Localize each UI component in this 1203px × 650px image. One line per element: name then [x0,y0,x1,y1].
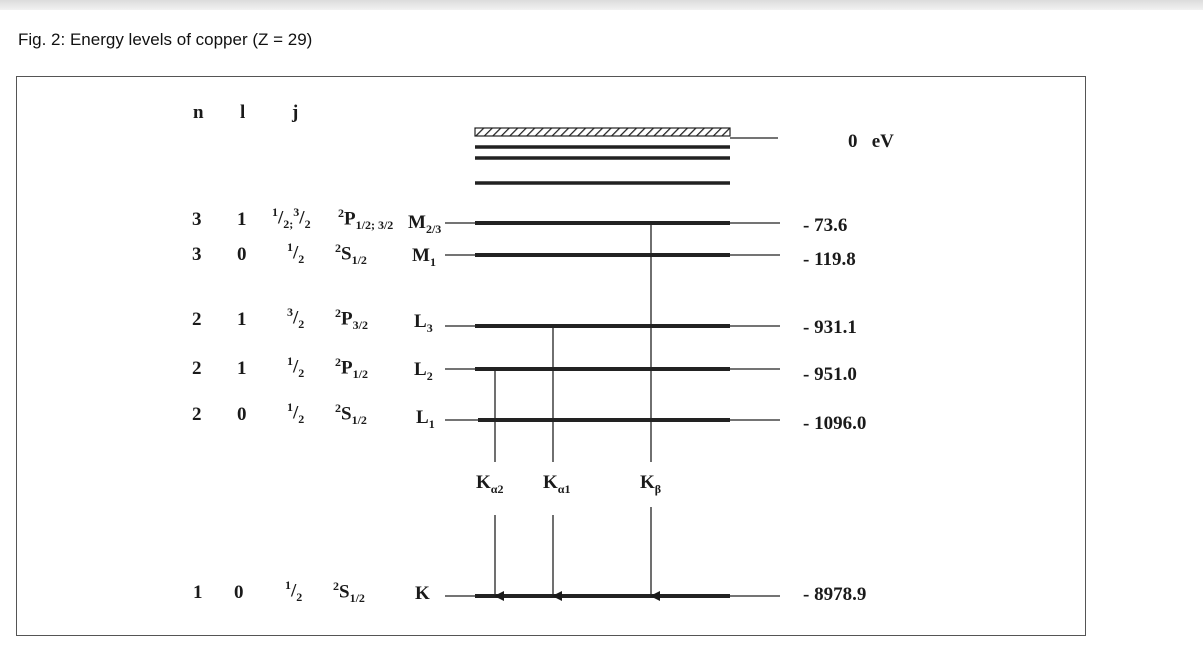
term-j: 1/2 [351,253,367,268]
header-l: l [240,102,246,123]
zero-energy-label [848,132,894,151]
shell-sub: 1 [429,254,436,269]
energy-value: - 119.8 [803,249,856,270]
j-denominator: 2 [296,590,303,605]
quantum-n: 2 [192,309,202,330]
term-symbol [338,207,393,231]
transition-sub: α2 [490,481,504,496]
quantum-l: 0 [234,582,244,603]
j-separator: ; [289,217,294,232]
shell-sub: 3 [426,320,433,335]
shell-letter: L [416,407,429,428]
transition-label-ka1 [543,473,570,495]
term-multiplicity: 2 [333,579,339,593]
j-denominator: 2 [283,217,290,232]
j-denominator: 2 [298,366,305,381]
j-numerator: 1 [285,578,291,592]
term-symbol [335,356,368,380]
quantum-j: $^1/_2$ [287,240,305,267]
term-letter: P [344,208,356,230]
shell-sub: 2/3 [425,221,442,236]
j-numerator: 1 [287,354,293,368]
energy-value: - 1096.0 [803,413,867,434]
shell-letter: K [415,583,430,604]
j-denominator: 2 [304,217,311,232]
quantum-n: 3 [192,209,202,230]
j-denominator: 2 [298,412,305,427]
transition-letter: K [543,472,558,493]
term-letter: P [341,308,353,330]
term-j: 1/2 [351,413,367,428]
quantum-l: 0 [237,244,247,265]
term-letter: S [341,403,352,425]
shell-label [414,360,433,382]
quantum-l: 1 [237,309,247,330]
quantum-j: $^1/_{2;}^3/_2$ [272,205,311,232]
shell-letter: L [414,311,427,332]
transition-sub: β [654,481,662,496]
shell-label [414,312,433,334]
term-symbol [335,402,367,426]
shell-label [408,213,441,235]
zero-energy-value: 0 [848,131,858,152]
quantum-l: 1 [237,209,247,230]
j-denominator: 2 [298,317,305,332]
figure-caption: Fig. 2: Energy levels of copper (Z = 29) [18,30,313,49]
transition-label-kb [640,473,661,495]
j-numerator: 3 [293,205,300,219]
term-multiplicity: 2 [338,206,344,220]
term-letter: S [339,581,350,603]
shell-letter: M [408,212,426,233]
quantum-n: 3 [192,244,202,265]
shell-sub: 2 [426,368,433,383]
term-multiplicity: 2 [335,241,341,255]
transition-label-ka2 [476,473,503,495]
quantum-j: $^3/_2$ [287,305,305,332]
shell-label [412,246,436,268]
j-numerator: 1 [287,240,293,254]
transition-letter: K [476,472,491,493]
quantum-j: $^1/_2$ [285,578,303,605]
energy-value: - 8978.9 [803,584,867,605]
quantum-j: $^1/_2$ [287,400,305,427]
term-letter: S [341,243,352,265]
term-multiplicity: 2 [335,401,341,415]
energy-value: - 931.1 [803,317,857,338]
term-multiplicity: 2 [335,306,341,320]
shell-letter: M [412,245,430,266]
term-symbol [335,242,367,266]
quantum-l: 0 [237,404,247,425]
header-j: j [292,102,299,123]
energy-value: - 951.0 [803,364,857,385]
term-j: 3/2 [352,318,368,333]
term-j: 1/2 [349,591,365,606]
transition-sub: α1 [557,481,571,496]
shell-sub: 1 [428,416,435,431]
energy-unit: eV [871,131,894,152]
quantum-j: $^1/_2$ [287,354,305,381]
shell-label [416,408,435,430]
term-symbol [333,580,365,604]
j-numerator: 1 [272,205,278,219]
header-n: n [193,102,204,123]
quantum-n: 2 [192,358,202,379]
j-numerator: 1 [287,400,293,414]
j-numerator: 3 [287,305,293,319]
quantum-l: 1 [237,358,247,379]
quantum-n: 2 [192,404,202,425]
shell-label [415,584,430,606]
term-symbol [335,307,368,331]
transition-letter: K [640,472,655,493]
shell-letter: L [414,359,427,380]
term-letter: P [341,357,353,379]
j-denominator: 2 [298,252,305,267]
energy-value: - 73.6 [803,215,848,236]
term-j: 1/2; 3/2 [355,218,394,233]
quantum-n: 1 [193,582,203,603]
term-j: 1/2 [352,367,368,382]
continuum-band [475,128,730,136]
term-multiplicity: 2 [335,355,341,369]
